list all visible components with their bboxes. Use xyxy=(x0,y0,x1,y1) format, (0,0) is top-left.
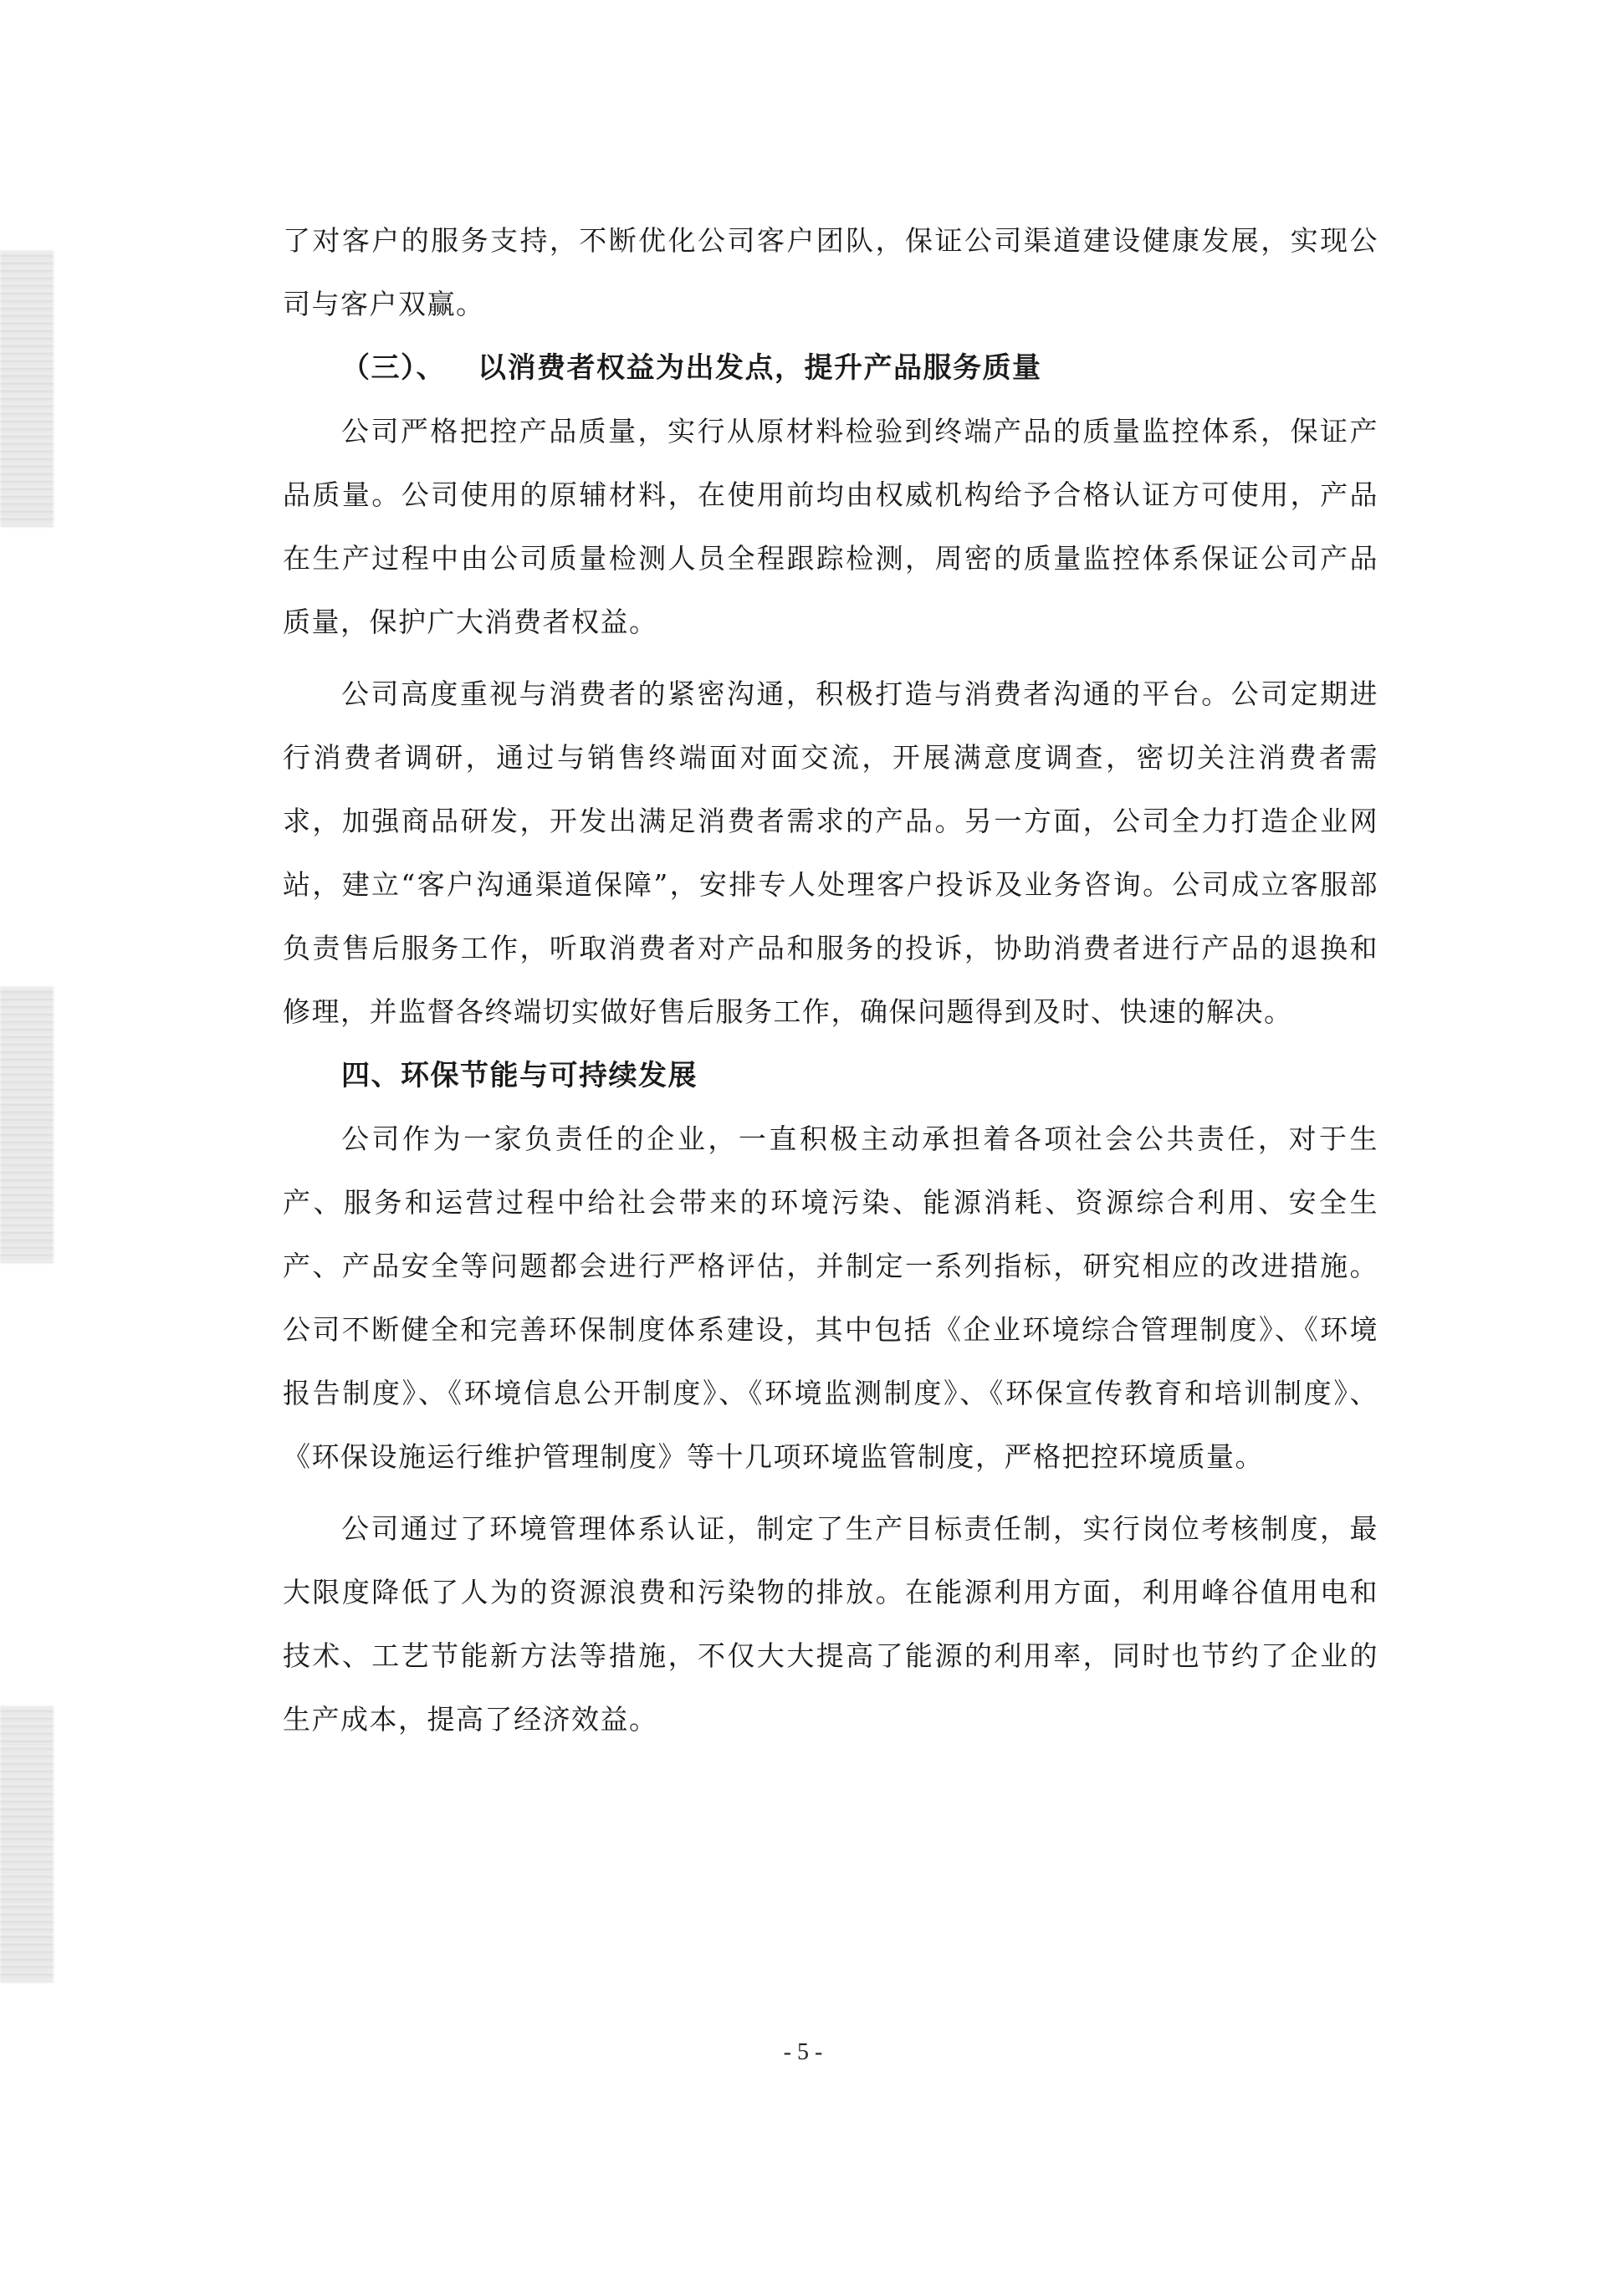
paragraph-continuation: 了对客户的服务支持，不断优化公司客户团队，保证公司渠道建设健康发展，实现公司与客户双赢。 xyxy=(283,224,1378,320)
scan-artifact xyxy=(0,251,54,527)
scan-artifact xyxy=(0,1706,54,1982)
paragraph-environmental-management: 公司通过了环境管理体系认证，制定了生产目标责任制，实行岗位考核制度，最大限度降低了人为的资源浪费和污染物的排放。在能源利用方面，利用峰谷值用电和技术、工艺节能新方法等措施，不仅大大提高了能源的利用率，同时也节约了企业的生产成本，提高了经济效益。 xyxy=(283,1512,1378,1736)
paragraph-consumer-communication: 公司高度重视与消费者的紧密沟通，积极打造与消费者沟通的平台。公司定期进行消费者调研，通过与销售终端面对面交流，开展满意度调查，密切关注消费者需求，加强商品研发，开发出满足消费者需求的产品。另一方面，公司全力打造企业网站，建立“客户沟通渠道保障”，安排专人处理客户投诉及业务咨询。公司成立客服部负责售后服务工作，听取消费者对产品和服务的投诉，协助消费者进行产品的退换和修理，并监督各终端切实做好售后服务工作，确保问题得到及时、快速的解决。 xyxy=(283,678,1378,1028)
section-title: 以消费者权益为出发点，提升产品服务质量 xyxy=(478,351,1042,385)
paragraph-environmental-responsibility: 公司作为一家负责任的企业，一直积极主动承担着各项社会公共责任，对于生产、服务和运营过程中给社会带来的环境污染、能源消耗、资源综合利用、安全生产、产品安全等问题都会进行严格评估，并制定一系列指标，研究相应的改进措施。公司不断健全和完善环保制度体系建设，其中包括《企业环境综合管理制度》、《环境报告制度》、《环境信息公开制度》、《环境监测制度》、《环保宣传教育和培训制度》、《环保设施运行维护管理制度》等十几项环境监管制度，严格把控环境质量。 xyxy=(283,1122,1378,1473)
document-body xyxy=(283,209,1378,1751)
section-number: （三）、 xyxy=(341,351,446,385)
section-heading-3 xyxy=(283,336,1378,400)
page-number: - 5 - xyxy=(783,2039,823,2065)
section-heading-4: 四、环保节能与可持续发展 xyxy=(341,1059,698,1092)
paragraph-quality-control: 公司严格把控产品质量，实行从原材料检验到终端产品的质量监控体系，保证产品质量。公司使用的原辅材料，在使用前均由权威机构给予合格认证方可使用，产品在生产过程中由公司质量检测人员全程跟踪检测，周密的质量监控体系保证公司产品质量，保护广大消费者权益。 xyxy=(283,415,1378,638)
scan-artifact xyxy=(0,987,54,1263)
